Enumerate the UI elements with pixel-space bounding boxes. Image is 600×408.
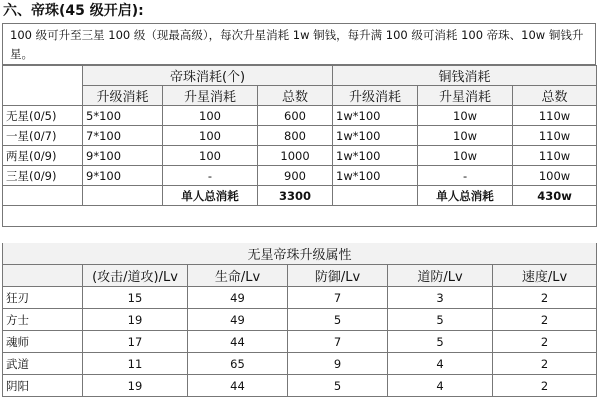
table-row: [3, 309, 597, 331]
column-header: (攻击/道攻)/Lv: [83, 265, 188, 287]
class-label: 武道: [3, 353, 83, 375]
table-cell: 1000: [258, 146, 333, 166]
table-cell: 1w*100: [333, 106, 418, 126]
column-header: 升级消耗: [333, 86, 418, 106]
table-cell: 7: [288, 287, 388, 309]
column-header: 防御/Lv: [288, 265, 388, 287]
table-row: [3, 166, 597, 186]
star-label: 两星(0/9): [3, 146, 83, 166]
table-cell: [333, 186, 418, 206]
table-cell: [83, 186, 163, 206]
table-row: [3, 375, 597, 397]
pearl-cost-header: 帝珠消耗(个): [83, 66, 333, 86]
table-cell: 2: [493, 287, 597, 309]
table-cell: 4: [388, 375, 493, 397]
table-cell: 100w: [513, 166, 597, 186]
table-cell: 1w*100: [333, 166, 418, 186]
table-cell: 10w: [418, 146, 513, 166]
coin-cost-header: 铜钱消耗: [333, 66, 597, 86]
attribute-table-title: 无星帝珠升级属性: [3, 243, 597, 265]
table-cell: 7*100: [83, 126, 163, 146]
table-cell: 5: [388, 331, 493, 353]
table-cell: 900: [258, 166, 333, 186]
column-header: 升级消耗: [83, 86, 163, 106]
cost-group-header-row: [3, 66, 597, 86]
cost-table: [2, 65, 597, 227]
total-label: 单人总消耗: [163, 186, 258, 206]
table-cell: 800: [258, 126, 333, 146]
star-label: 无星(0/5): [3, 106, 83, 126]
table-cell: 100: [163, 106, 258, 126]
corner-cell-lower: [3, 86, 83, 106]
class-label: 魂师: [3, 331, 83, 353]
column-header: 速度/Lv: [493, 265, 597, 287]
column-header: 总数: [513, 86, 597, 106]
table-cell: -: [418, 166, 513, 186]
attribute-header-row: [3, 265, 597, 287]
spacer-row: [3, 206, 597, 227]
table-cell: 5: [288, 309, 388, 331]
class-label: 方士: [3, 309, 83, 331]
table-cell: 9*100: [83, 146, 163, 166]
cost-sub-header-row: [3, 86, 597, 106]
table-cell: 7: [288, 331, 388, 353]
column-header: 总数: [258, 86, 333, 106]
table-cell: -: [163, 166, 258, 186]
star-label: 一星(0/7): [3, 126, 83, 146]
attribute-title-row: [3, 243, 597, 265]
table-row: [3, 126, 597, 146]
table-cell: 9*100: [83, 166, 163, 186]
table-cell: 100: [163, 126, 258, 146]
column-header: 道防/Lv: [388, 265, 493, 287]
class-label: 狂刃: [3, 287, 83, 309]
table-cell: 1w*100: [333, 126, 418, 146]
table-cell: 11: [83, 353, 188, 375]
table-row: [3, 331, 597, 353]
corner-cell: [3, 66, 83, 86]
table-cell: 9: [288, 353, 388, 375]
table-cell: 44: [188, 331, 288, 353]
table-cell: 110w: [513, 126, 597, 146]
column-header: [3, 265, 83, 287]
table-row: [3, 106, 597, 126]
table-cell: 65: [188, 353, 288, 375]
table-cell: 2: [493, 375, 597, 397]
table-cell: 10w: [418, 106, 513, 126]
attribute-table: [2, 243, 597, 397]
table-cell: 49: [188, 309, 288, 331]
table-cell: 110w: [513, 146, 597, 166]
table-cell: 10w: [418, 126, 513, 146]
table-cell: 15: [83, 287, 188, 309]
table-cell: 19: [83, 309, 188, 331]
coin-total-sum: 430w: [513, 186, 597, 206]
table-cell: 2: [493, 353, 597, 375]
spacer-cell: [3, 206, 597, 227]
total-row: [3, 186, 597, 206]
table-cell: 49: [188, 287, 288, 309]
table-cell: 5: [388, 309, 493, 331]
star-label: 三星(0/9): [3, 166, 83, 186]
total-label: 单人总消耗: [418, 186, 513, 206]
table-cell: 110w: [513, 106, 597, 126]
column-header: 生命/Lv: [188, 265, 288, 287]
table-cell: 3: [388, 287, 493, 309]
table-cell: 4: [388, 353, 493, 375]
section-heading: 六、帝珠(45 级开启):: [3, 3, 144, 19]
table-row: [3, 353, 597, 375]
class-label: 阴阳: [3, 375, 83, 397]
table-cell: 17: [83, 331, 188, 353]
table-row: [3, 146, 597, 166]
table-cell: 2: [493, 309, 597, 331]
pearl-total-sum: 3300: [258, 186, 333, 206]
table-cell: 44: [188, 375, 288, 397]
column-header: 升星消耗: [418, 86, 513, 106]
table-cell: 5*100: [83, 106, 163, 126]
table-cell: 2: [493, 331, 597, 353]
table-cell: 1w*100: [333, 146, 418, 166]
table-cell: 600: [258, 106, 333, 126]
table-cell: 5: [288, 375, 388, 397]
table-row: [3, 287, 597, 309]
table-cell: [3, 186, 83, 206]
table-cell: 19: [83, 375, 188, 397]
column-header: 升星消耗: [163, 86, 258, 106]
table-cell: 100: [163, 146, 258, 166]
intro-text: 100 级可升至三星 100 级（现最高级），每次升星消耗 1w 铜钱，每升满 100 级可消耗 100 帝珠、10w 铜钱升星。: [2, 23, 596, 65]
